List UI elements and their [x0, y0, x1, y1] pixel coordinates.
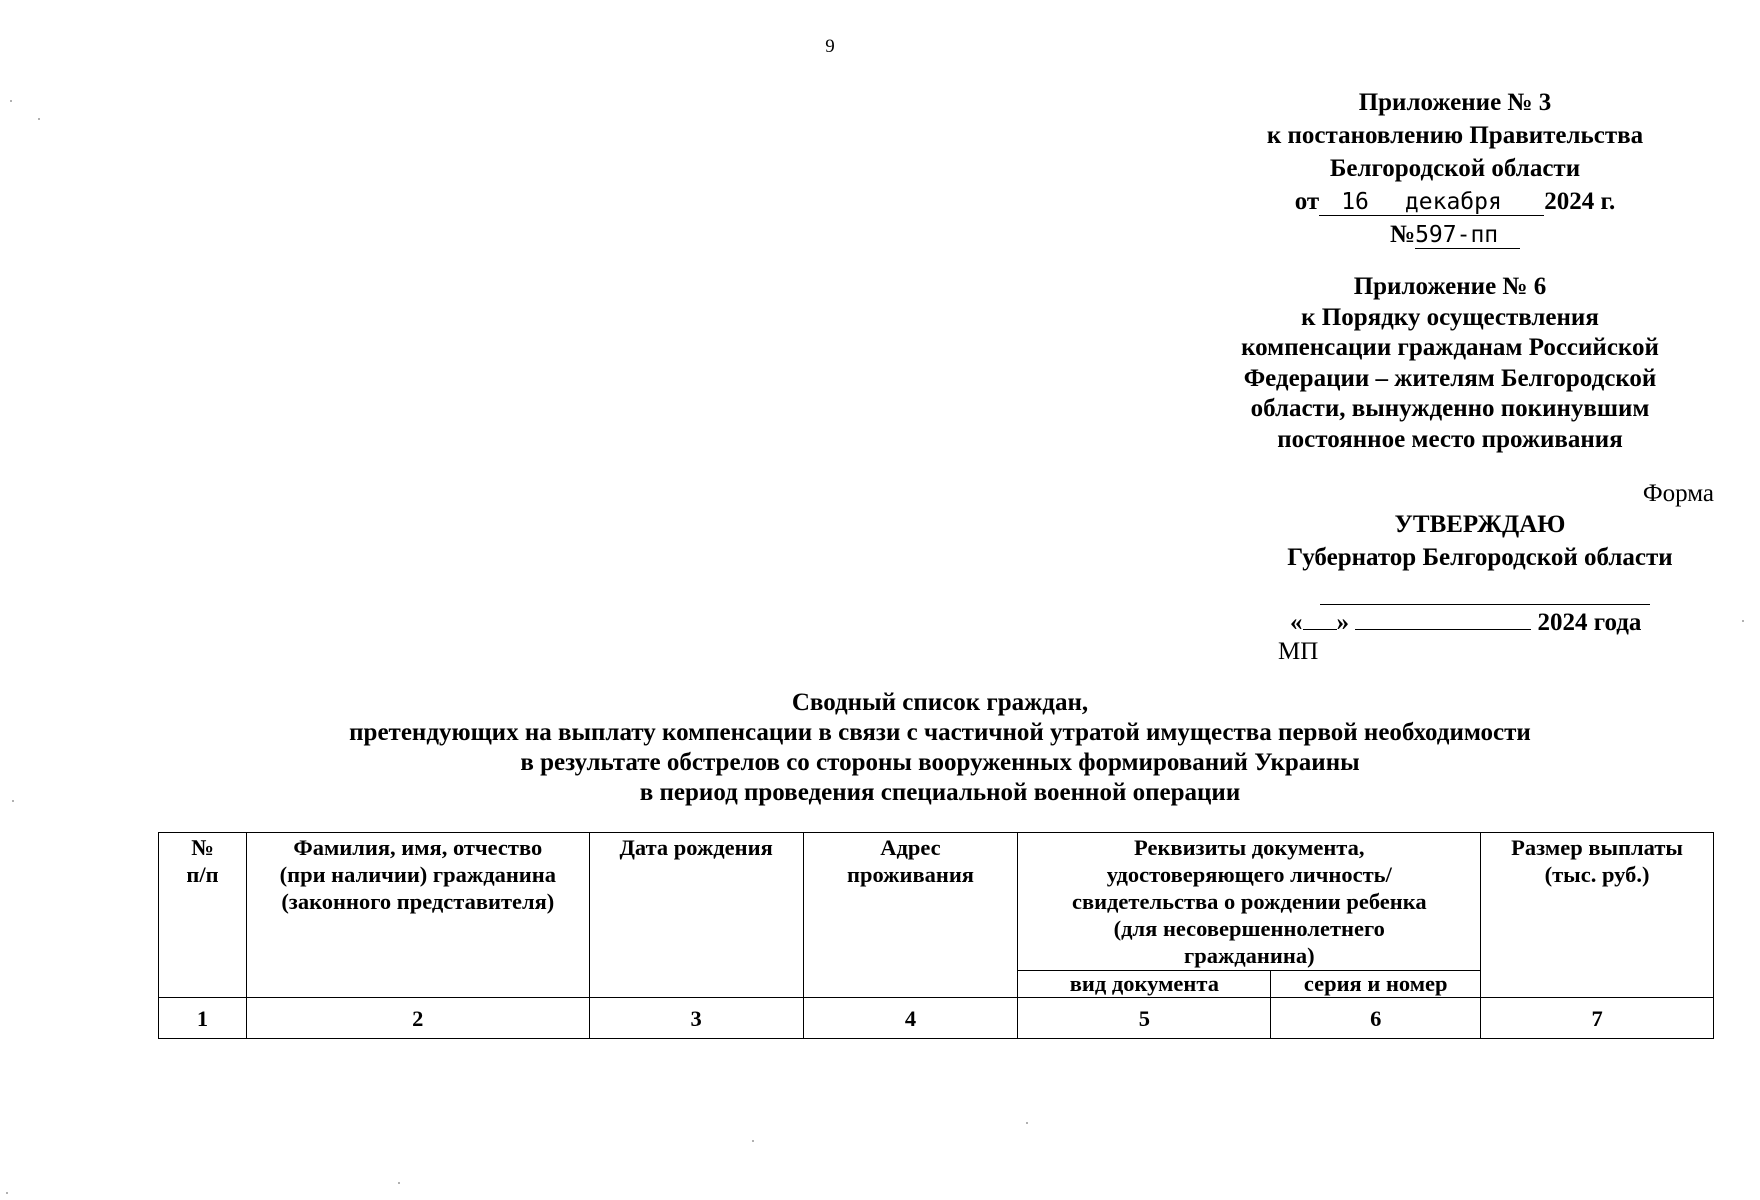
- column-number-cell: 1: [159, 998, 247, 1039]
- header-text: Реквизиты документа,: [1134, 835, 1365, 860]
- header-document-details: [1018, 833, 1481, 971]
- date-year: 2024 г.: [1544, 188, 1616, 215]
- header-text: гражданина): [1184, 943, 1315, 968]
- scan-speck: [398, 1182, 400, 1184]
- title-line: претендующих на выплату компенсации в связи с частичной утратой имущества первой необходимости: [349, 719, 1531, 746]
- column-number-cell: 4: [803, 998, 1018, 1039]
- header-text: (тыс. руб.): [1544, 862, 1650, 887]
- appendix-6-line: компенсации гражданам Российской: [1241, 334, 1659, 361]
- column-number-cell: 6: [1271, 998, 1481, 1039]
- signature-line: [1320, 604, 1650, 605]
- number-value: 597-пп: [1415, 222, 1520, 249]
- table-row: [159, 998, 1714, 1039]
- approval-subtitle: Губернатор Белгородской области: [1287, 544, 1673, 571]
- title-line: Сводный список граждан,: [791, 689, 1089, 716]
- form-label: Форма: [1642, 480, 1714, 507]
- scan-speck: [1026, 1122, 1028, 1124]
- header-text: (для несовершеннолетнего: [1113, 916, 1385, 941]
- appendix-6-line: Федерации – жителям Белгородской: [1243, 364, 1657, 392]
- citizens-list-table: [158, 832, 1714, 1039]
- header-number: [159, 833, 247, 998]
- title-line: в период проведения специальной военной операции: [639, 779, 1241, 806]
- appendix-6-header: [1210, 272, 1690, 455]
- appendix-3-line: Белгородской области: [1329, 155, 1581, 182]
- approval-block: [1240, 508, 1720, 574]
- header-series-number: серия и номер: [1271, 971, 1481, 998]
- scan-speck: [12, 800, 14, 802]
- column-number-cell: 7: [1481, 998, 1714, 1039]
- appendix-3-date: [1205, 185, 1705, 218]
- header-payment-amount: [1481, 833, 1714, 998]
- scan-speck: [38, 118, 40, 120]
- header-text: проживания: [847, 862, 974, 887]
- scan-speck: [6, 1192, 8, 1194]
- date-prefix: от: [1294, 188, 1320, 215]
- scan-speck: [752, 1140, 754, 1142]
- column-number-cell: 2: [246, 998, 589, 1039]
- header-text: (законного представителя): [281, 889, 555, 914]
- title-line: в результате обстрелов со стороны вооруженных формирований Украины: [520, 749, 1360, 776]
- header-full-name: [246, 833, 589, 998]
- number-prefix: №: [1389, 221, 1416, 248]
- header-document-type: вид документа: [1018, 971, 1271, 998]
- approval-year: 2024 года: [1537, 609, 1642, 636]
- date-month: декабря: [1404, 189, 1502, 215]
- scan-speck: [10, 100, 12, 102]
- header-text: №: [191, 835, 214, 860]
- header-text: Фамилия, имя, отчество: [293, 835, 543, 860]
- document-title: [160, 688, 1720, 808]
- approval-title: УТВЕРЖДАЮ: [1394, 511, 1566, 538]
- appendix-6-line: к Порядку осуществления: [1301, 303, 1599, 331]
- month-blank: [1355, 607, 1531, 630]
- header-text: Дата рождения: [619, 835, 773, 860]
- header-text: Размер выплаты: [1511, 835, 1683, 860]
- table-header-row: [159, 833, 1714, 971]
- appendix-3-line: к постановлению Правительства: [1266, 122, 1644, 149]
- appendix-6-line: постоянное место проживания: [1277, 425, 1623, 453]
- column-number-cell: 5: [1018, 998, 1271, 1039]
- header-text: Адрес: [880, 835, 941, 860]
- approval-date-line: [1290, 606, 1641, 639]
- header-text: удостоверяющего личность/: [1106, 862, 1392, 887]
- appendix-6-line: области, вынужденно покинувшим: [1250, 395, 1650, 422]
- header-text: п/п: [186, 862, 219, 887]
- open-quote: «: [1290, 609, 1303, 636]
- appendix-3-title: Приложение № 3: [1358, 89, 1552, 116]
- date-day: 16: [1341, 189, 1369, 215]
- close-quote: »: [1336, 609, 1349, 636]
- day-blank: [1303, 607, 1337, 630]
- header-address: [803, 833, 1018, 998]
- header-birth-date: [589, 833, 803, 998]
- stamp-placeholder: МП: [1278, 638, 1319, 665]
- appendix-3-number: [1205, 218, 1705, 251]
- header-text: (при наличии) гражданина: [279, 862, 556, 887]
- page-number: 9: [825, 36, 835, 57]
- date-handwritten: [1319, 189, 1544, 216]
- column-number-cell: 3: [589, 998, 803, 1039]
- header-text: свидетельства о рождении ребенка: [1071, 889, 1427, 914]
- appendix-6-title: Приложение № 6: [1353, 273, 1547, 300]
- appendix-3-header: [1205, 86, 1705, 251]
- scan-speck: [1742, 620, 1744, 622]
